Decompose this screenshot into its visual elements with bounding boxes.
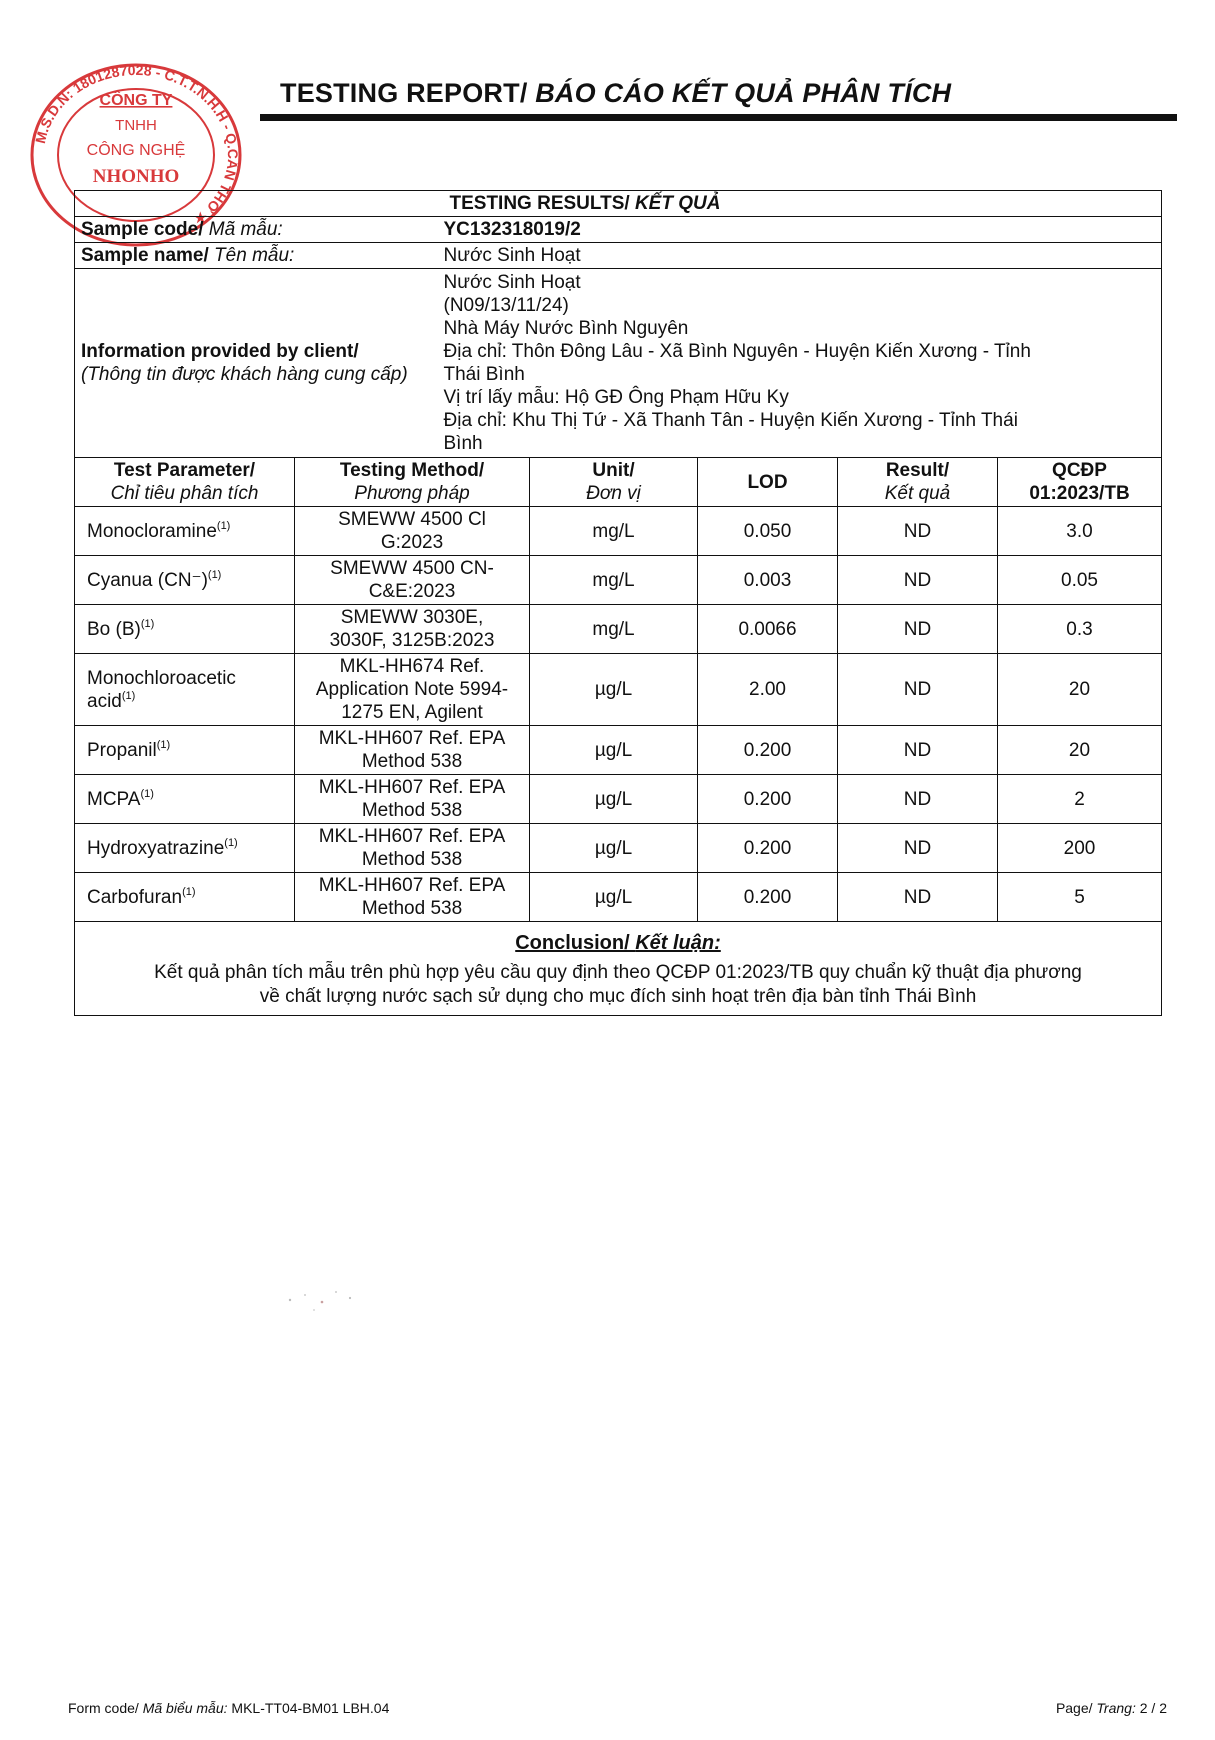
col-header-qcdp: QCĐP 01:2023/TB xyxy=(998,458,1162,507)
lod-cell: 0.200 xyxy=(698,775,838,824)
unit-cell: mg/L xyxy=(530,605,698,654)
col-header-parameter: Test Parameter/ Chỉ tiêu phân tích xyxy=(75,458,295,507)
qcdp-cell: 200 xyxy=(998,824,1162,873)
sample-name-label: Sample name/ Tên mẫu: xyxy=(75,243,530,269)
method-cell: MKL-HH607 Ref. EPA Method 538 xyxy=(295,824,530,873)
client-info-row xyxy=(75,269,1162,458)
client-info-label: Information provided by client/ (Thông tin được khách hàng cung cấp) xyxy=(75,269,530,458)
param-name: Monochloroacetic acid$^{(1)}$ xyxy=(75,654,295,726)
table-row xyxy=(75,726,1162,775)
result-cell: ND xyxy=(838,556,998,605)
sample-name-value: Nước Sinh Hoạt xyxy=(530,243,1162,269)
qcdp-cell: 3.0 xyxy=(998,507,1162,556)
method-cell: MKL-HH607 Ref. EPA Method 538 xyxy=(295,726,530,775)
param-name: Cyanua $(CN^-)^{(1)}$ xyxy=(75,556,295,605)
results-table xyxy=(74,190,1162,1016)
result-cell: ND xyxy=(838,726,998,775)
unit-cell: µg/L xyxy=(530,824,698,873)
col-header-lod: LOD xyxy=(698,458,838,507)
client-info-line: Nhà Máy Nước Bình Nguyên xyxy=(443,318,689,339)
method-cell: SMEWW 3030E, 3030F, 3125B:2023 xyxy=(295,605,530,654)
lod-cell: 0.200 xyxy=(698,873,838,922)
client-info-line: (N09/13/11/24) xyxy=(443,295,569,316)
client-info-line: Nước Sinh Hoạt xyxy=(443,272,581,293)
result-cell: ND xyxy=(838,824,998,873)
conclusion-row xyxy=(75,922,1162,1016)
client-info-line: Địa chỉ: Khu Thị Tứ - Xã Thanh Tân - Huyện Kiến Xương - Tỉnh Thái xyxy=(443,410,1018,431)
method-cell: MKL-HH607 Ref. EPA Method 538 xyxy=(295,873,530,922)
col-header-method: Testing Method/ Phương pháp xyxy=(295,458,530,507)
result-cell: ND xyxy=(838,654,998,726)
result-cell: ND xyxy=(838,605,998,654)
method-cell: SMEWW 4500 Cl G:2023 xyxy=(295,507,530,556)
table-row xyxy=(75,556,1162,605)
results-header: TESTING RESULTS/ KẾT QUẢ xyxy=(530,191,1162,217)
table-row xyxy=(75,507,1162,556)
svg-text:CÔNG TY: CÔNG TY xyxy=(99,92,173,109)
scan-speckle xyxy=(270,1280,380,1320)
lod-cell: 0.003 xyxy=(698,556,838,605)
page-number: Page/ Trang: 2 / 2 xyxy=(1055,1700,1167,1716)
qcdp-cell: 20 xyxy=(998,654,1162,726)
conclusion-title: Conclusion/ Kết luận: xyxy=(515,932,721,954)
unit-cell: µg/L xyxy=(530,873,698,922)
lod-cell: 2.00 xyxy=(698,654,838,726)
client-info-value xyxy=(443,269,1162,458)
client-info-line: Thái Bình xyxy=(443,364,525,385)
qcdp-cell: 5 xyxy=(998,873,1162,922)
sample-code-label: Sample code/ Mã mẫu: xyxy=(75,217,530,243)
unit-cell: mg/L xyxy=(530,507,698,556)
client-info-line: Vị trí lấy mẫu: Hộ GĐ Ông Phạm Hữu Ky xyxy=(443,387,789,408)
table-row xyxy=(75,775,1162,824)
table-row xyxy=(75,873,1162,922)
svg-text:M.S.D.N: 1801287028 - C.T.T.N.: M.S.D.N: 1801287028 - C.T.T.N.H.H - Q.CẦN THƠ ★ xyxy=(31,61,242,229)
param-name: Propanil$^{(1)}$ xyxy=(75,726,295,775)
result-cell: ND xyxy=(838,775,998,824)
results-header-row xyxy=(75,191,1162,217)
unit-cell: µg/L xyxy=(530,726,698,775)
result-cell: ND xyxy=(838,507,998,556)
client-info-line: Địa chỉ: Thôn Đông Lâu - Xã Bình Nguyên - Huyện Kiến Xương - Tỉnh xyxy=(443,341,1031,362)
method-cell: SMEWW 4500 CN- C&E:2023 xyxy=(295,556,530,605)
svg-text:NHONHO: NHONHO xyxy=(92,166,180,187)
table-row xyxy=(75,824,1162,873)
sample-code-row xyxy=(75,217,1162,243)
table-row xyxy=(75,654,1162,726)
svg-text:CÔNG NGHỆ: CÔNG NGHỆ xyxy=(86,142,186,159)
conclusion xyxy=(75,922,1162,1016)
method-cell: MKL-HH607 Ref. EPA Method 538 xyxy=(295,775,530,824)
result-cell: ND xyxy=(838,873,998,922)
lod-cell: 0.200 xyxy=(698,824,838,873)
sample-code-value: YC132318019/2 xyxy=(530,217,1162,243)
svg-text:TNHH: TNHH xyxy=(115,117,157,134)
unit-cell: mg/L xyxy=(530,556,698,605)
table-row xyxy=(75,605,1162,654)
param-name: Carbofuran$^{(1)}$ xyxy=(75,873,295,922)
conclusion-text: Kết quả phân tích mẫu trên phù hợp yêu cầu quy định theo QCĐP 01:2023/TB quy chuẩn kỹ thuật địa phương về chất lượng nước sạch sử dụng cho mục đích sinh hoạt trên địa bàn tỉnh Thái Bình xyxy=(154,962,1082,1007)
param-name: Monocloramine$^{(1)}$ xyxy=(75,507,295,556)
lod-cell: 0.200 xyxy=(698,726,838,775)
form-code: Form code/ Mã biểu mẫu: MKL-TT04-BM01 LBH.04 xyxy=(68,1700,390,1716)
col-header-unit: Unit/ Đơn vị xyxy=(530,458,698,507)
qcdp-cell: 0.05 xyxy=(998,556,1162,605)
lod-cell: 0.0066 xyxy=(698,605,838,654)
param-name: Bo $(B)^{(1)}$ xyxy=(75,605,295,654)
sample-name-row xyxy=(75,243,1162,269)
unit-cell: µg/L xyxy=(530,654,698,726)
qcdp-cell: 0.3 xyxy=(998,605,1162,654)
param-name: Hydroxyatrazine$^{(1)}$ xyxy=(75,824,295,873)
qcdp-cell: 2 xyxy=(998,775,1162,824)
unit-cell: µg/L xyxy=(530,775,698,824)
qcdp-cell: 20 xyxy=(998,726,1162,775)
method-cell: MKL-HH674 Ref. Application Note 5994- 1275 EN, Agilent xyxy=(295,654,530,726)
col-header-result: Result/ Kết quả xyxy=(838,458,998,507)
param-name: MCPA$^{(1)}$ xyxy=(75,775,295,824)
title-rule xyxy=(260,114,1177,121)
report-title: TESTING REPORT/ BÁO CÁO KẾT QUẢ PHÂN TÍCH xyxy=(280,78,952,108)
client-info-line: Bình xyxy=(443,433,483,454)
column-header-row xyxy=(75,458,1162,507)
lod-cell: 0.050 xyxy=(698,507,838,556)
